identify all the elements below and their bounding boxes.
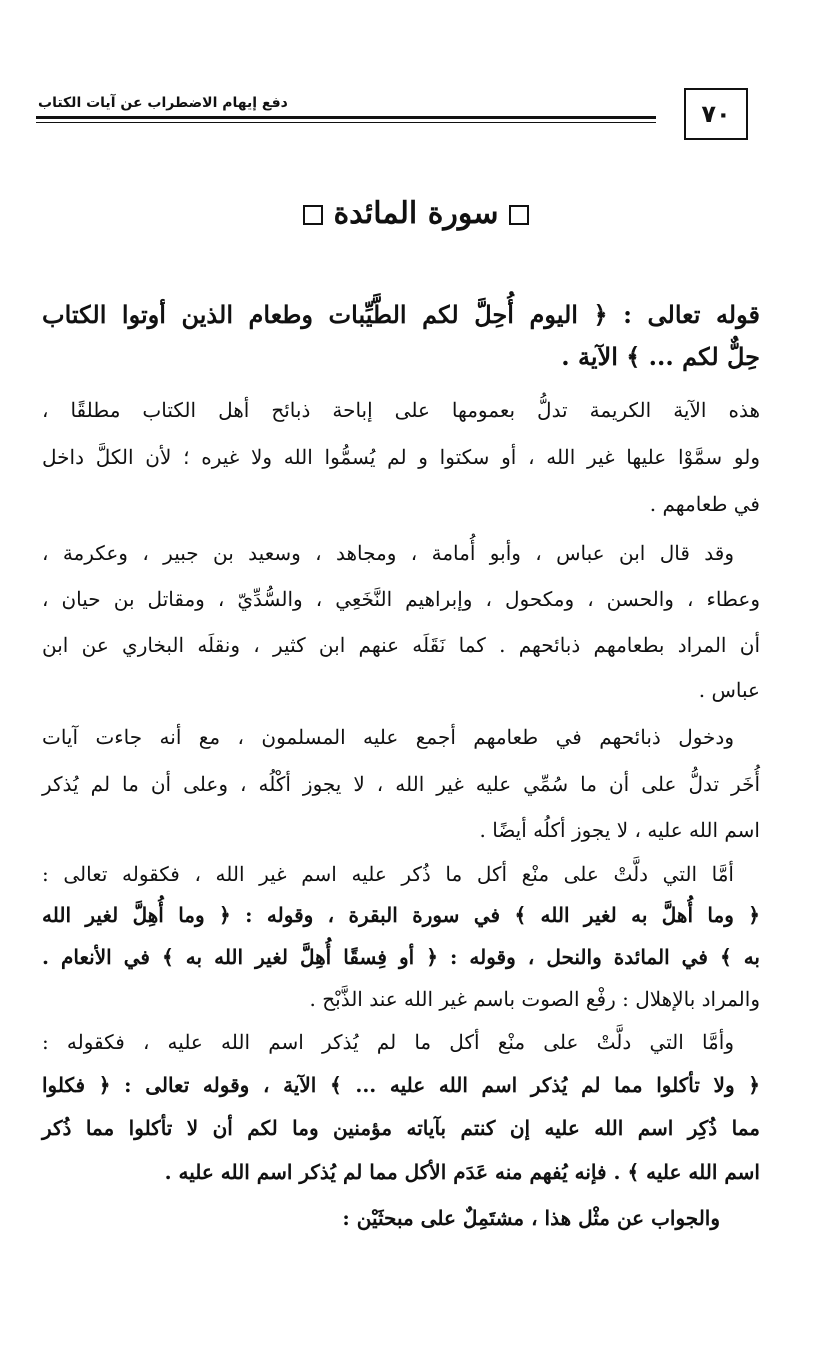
square-ornament-left bbox=[303, 205, 323, 225]
header-rule-thick bbox=[36, 116, 656, 119]
page-number-text: ٧٠ bbox=[701, 100, 731, 128]
square-ornament-right bbox=[509, 205, 529, 225]
text-line: وقد قال ابن عباس ، وأبو أُمامة ، ومجاهد ، وسعيد بن جبير ، وعكرمة ، bbox=[42, 541, 734, 565]
text-line: ﴿ وما أُهلَّ به لغير الله ﴾ في سورة البقرة ، وقوله : ﴿ وما أُهِلَّ لغير الله bbox=[42, 903, 760, 927]
text-line: والمراد بالإهلال : رفْع الصوت باسم غير الله عند الذَّبْح . bbox=[309, 987, 760, 1011]
text-line: هذه الآية الكريمة تدلُّ بعمومها على إباحة ذبائح أهل الكتاب مطلقًا ، bbox=[42, 398, 760, 422]
text-line: وعطاء ، والحسن ، ومكحول ، وإبراهيم النَّخَعِي ، والسُّدِّيّ ، ومقاتل بن حيان ، bbox=[42, 587, 760, 611]
chapter-heading bbox=[0, 196, 832, 231]
text-line: في طعامهم . bbox=[649, 492, 760, 516]
text-line: مما ذُكِر اسم الله عليه إن كنتم بآياته مؤمنين وما لكم أن لا تأكلوا مما ذُكر bbox=[42, 1116, 760, 1140]
text-line: وأمَّا التي دلَّتْ على منْع أكل ما لم يُذكر اسم الله عليه ، فكقوله : bbox=[42, 1030, 734, 1054]
page-number bbox=[684, 88, 748, 140]
text-line: أن المراد بطعامهم ذبائحهم . كما نَقَلَه عنهم ابن كثير ، ونقلَه البخاري عن ابن bbox=[42, 633, 760, 657]
text-line: ودخول ذبائحهم في طعامهم أجمع عليه المسلمون ، مع أنه جاءت آيات bbox=[42, 725, 734, 749]
text-line: أمَّا التي دلَّتْ على منْع أكل ما ذُكر عليه اسم غير الله ، فكقوله تعالى : bbox=[42, 862, 734, 886]
text-line: ولو سمَّوْا عليها غير الله ، أو سكتوا و لم يُسمُّوا الله ولا غيره ؛ لأن الكلَّ داخل bbox=[42, 445, 760, 469]
text-line: والجواب عن مثْل هذا ، مشتَمِلٌ على مبحثَيْن : bbox=[342, 1206, 720, 1230]
text-line: عباس . bbox=[698, 678, 760, 702]
text-line: حِلٌّ لكم ... ﴾ الآية . bbox=[561, 342, 760, 371]
header-rule-thin bbox=[36, 122, 656, 123]
book-title: دفع إيهام الاضطراب عن آيات الكتاب bbox=[38, 95, 288, 111]
text-line: أُخَر تدلُّ على أن ما سُمِّي عليه غير الله ، لا يجوز أكْلُه ، وعلى أن ما لم يُذكر bbox=[42, 772, 760, 796]
text-line: به ﴾ في المائدة والنحل ، وقوله : ﴿ أو فِسقًا أُهِلَّ لغير الله به ﴾ في الأنعام . bbox=[42, 945, 760, 969]
chapter-heading-text: سورة المائدة bbox=[333, 196, 499, 231]
text-line: ﴿ ولا تأكلوا مما لم يُذكر اسم الله عليه ... ﴾ الآية ، وقوله تعالى : ﴿ فكلوا bbox=[42, 1073, 761, 1097]
text-line: قوله تعالى : ﴿ اليوم أُحِلَّ لكم الطَّيِّبات وطعام الذين أوتوا الكتاب bbox=[42, 300, 760, 329]
text-line: اسم الله عليه ﴾ . فإنه يُفهم منه عَدَم الأكل مما لم يُذكر اسم الله عليه . bbox=[164, 1160, 760, 1184]
text-line: اسم الله عليه ، لا يجوز أكلُه أيضًا . bbox=[479, 818, 760, 842]
